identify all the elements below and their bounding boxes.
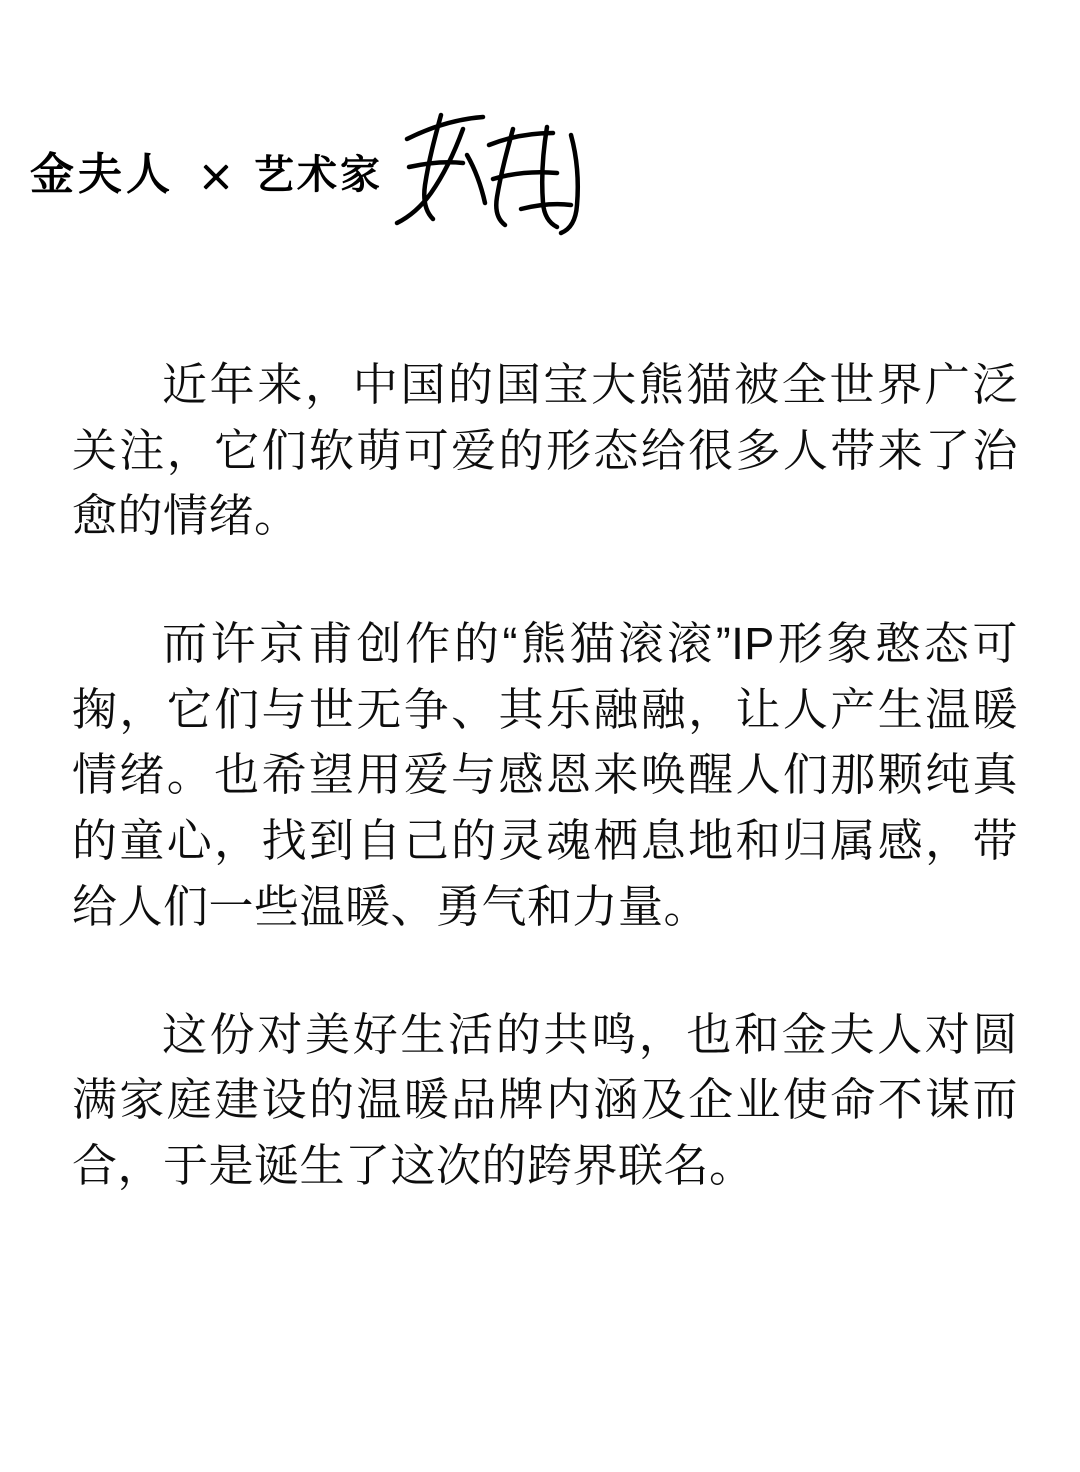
artist-signature-icon	[389, 115, 579, 235]
article-body	[72, 352, 1018, 1199]
paragraph: 这份对美好生活的共鸣，也和金夫人对圆满家庭建设的温暖品牌内涵及企业使命不谋而合，于是诞生了这次的跨界联名。	[72, 1008, 1018, 1191]
paragraph: 而许京甫创作的“熊猫滚滚”IP形象憨态可掬，它们与世无争、其乐融融，让人产生温暖情绪。也希望用爱与感恩来唤醒人们那颗纯真的童心，找到自己的灵魂栖息地和归属感，带给人们一些温暖、勇气和力量。	[72, 618, 1018, 932]
artist-label: 艺术家	[254, 153, 383, 197]
brand-collaboration-lockup	[30, 130, 579, 220]
multiply-icon	[200, 159, 232, 191]
paragraph: 近年来，中国的国宝大熊猫被全世界广泛关注，它们软萌可爱的形态给很多人带来了治愈的情绪。	[72, 359, 1018, 542]
brand-name: 金夫人	[30, 150, 174, 199]
